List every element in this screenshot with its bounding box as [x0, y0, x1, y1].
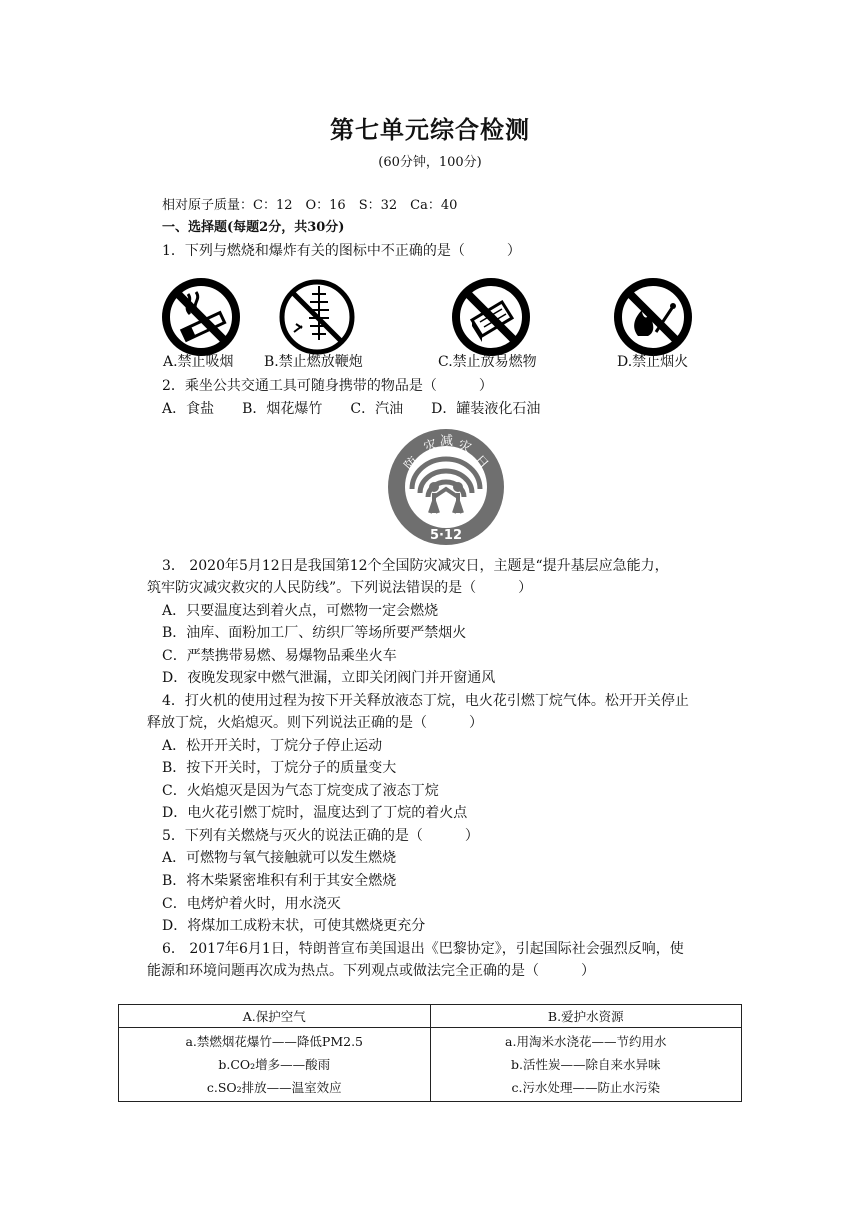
logo-arc-char-4: 灾 — [455, 437, 474, 457]
q5-option-b: B．将木柴紧密堆积有利于其安全燃烧 — [162, 873, 397, 889]
q3-stem-line2: 筑牢防灾减灾救灾的人民防线”。下列说法错误的是（ ） — [147, 580, 533, 596]
q6-stem-line1: 6． 2017年6月1日，特朗普宣布美国退出《巴黎协定》，引起国际社会强烈反响，使 — [162, 941, 684, 957]
cell-b-item-1: a.用淘米水浇花——节约用水 — [505, 1034, 667, 1049]
table-header-a: A.保护空气 — [119, 1005, 431, 1028]
logo-arc-char-1: 防 — [401, 453, 422, 474]
q5-option-a: A．可燃物与氧气接触就可以发生燃烧 — [162, 850, 397, 866]
q5-option-d: D．将煤加工成粉末状，可使其燃烧更充分 — [162, 918, 426, 934]
q4-option-d: D．电火花引燃丁烷时，温度达到了丁烷的着火点 — [162, 805, 468, 821]
atomic-mass-line: 相对原子质量：C：12 O：16 S：32 Ca：40 — [162, 198, 458, 213]
q3-stem-line1: 3． 2020年5月12日是我国第12个全国防灾减灾日，主题是“提升基层应急能力， — [162, 558, 669, 574]
q4-option-a: A．松开开关时，丁烷分子停止运动 — [162, 738, 383, 754]
q5-stem: 5．下列有关燃烧与灭火的说法正确的是（ ） — [162, 828, 479, 844]
q4-option-b: B．按下开关时，丁烷分子的质量变大 — [162, 760, 397, 776]
page-title: 第七单元综合检测 — [330, 116, 530, 144]
logo-date: 5·12 — [429, 528, 463, 543]
cell-a-item-3: c.SO₂排放——温室效应 — [206, 1080, 342, 1095]
disaster-prevention-logo — [386, 427, 506, 547]
q4-stem-line1: 4．打火机的使用过程为按下开关释放液态丁烷，电火花引燃丁烷气体。松开开关停止 — [162, 693, 689, 709]
q3-option-a: A．只要温度达到着火点，可燃物一定会燃烧 — [162, 603, 439, 619]
q4-stem-line2: 释放丁烷，火焰熄灭。则下列说法正确的是（ ） — [147, 715, 483, 731]
table-header-b: B.爱护水资源 — [430, 1005, 742, 1028]
q3-option-d: D．夜晚发现家中燃气泄漏，立即关闭阀门并开窗通风 — [162, 670, 496, 686]
no-open-flame-icon — [612, 276, 694, 358]
no-firecrackers-icon — [276, 276, 358, 358]
q1-stem: 1．下列与燃烧和爆炸有关的图标中不正确的是（ ） — [162, 243, 521, 259]
logo-arc-char-5: 日 — [471, 452, 491, 473]
table-row — [119, 1028, 742, 1102]
section-heading: 一、选择题(每题2分，共30分) — [162, 220, 345, 235]
q2-stem: 2．乘坐公共交通工具可随身携带的物品是（ ） — [162, 378, 493, 394]
q1-option-d: D.禁止烟火 — [617, 354, 689, 370]
no-smoking-icon — [160, 276, 242, 358]
cell-b-item-2: b.活性炭——除自来水异味 — [511, 1057, 661, 1072]
cell-b-item-3: c.污水处理——防止水污染 — [511, 1080, 660, 1095]
table-cell-b — [430, 1028, 742, 1102]
q4-option-c: C．火焰熄灭是因为气态丁烷变成了液态丁烷 — [162, 783, 439, 799]
q1-option-b: B.禁止燃放鞭炮 — [264, 354, 363, 370]
q6-comparison-table — [118, 1004, 742, 1102]
logo-arc-char-3: 减 — [440, 434, 454, 449]
q5-option-c: C．电烤炉着火时，用水浇灭 — [162, 896, 341, 912]
q3-option-c: C．严禁携带易燃、易爆物品乘坐火车 — [162, 648, 397, 664]
no-flammables-icon — [450, 276, 532, 358]
q3-option-b: B．油库、面粉加工厂、纺织厂等场所要严禁烟火 — [162, 625, 467, 641]
cell-a-item-2: b.CO₂增多——酸雨 — [218, 1057, 331, 1072]
cell-a-item-1: a.禁燃烟花爆竹——降低PM2.5 — [185, 1034, 363, 1049]
q2-options: A．食盐 B．烟花爆竹 C．汽油 D．罐装液化石油 — [162, 401, 541, 417]
page-subtitle: (60分钟，100分) — [378, 155, 482, 170]
table-cell-a — [119, 1028, 431, 1102]
q1-option-c: C.禁止放易燃物 — [438, 354, 537, 370]
table-header-row — [119, 1005, 742, 1028]
q1-option-a: A.禁止吸烟 — [163, 354, 234, 370]
q6-stem-line2: 能源和环境问题再次成为热点。下列观点或做法完全正确的是（ ） — [147, 963, 595, 979]
logo-arc-char-2: 灾 — [421, 436, 440, 456]
